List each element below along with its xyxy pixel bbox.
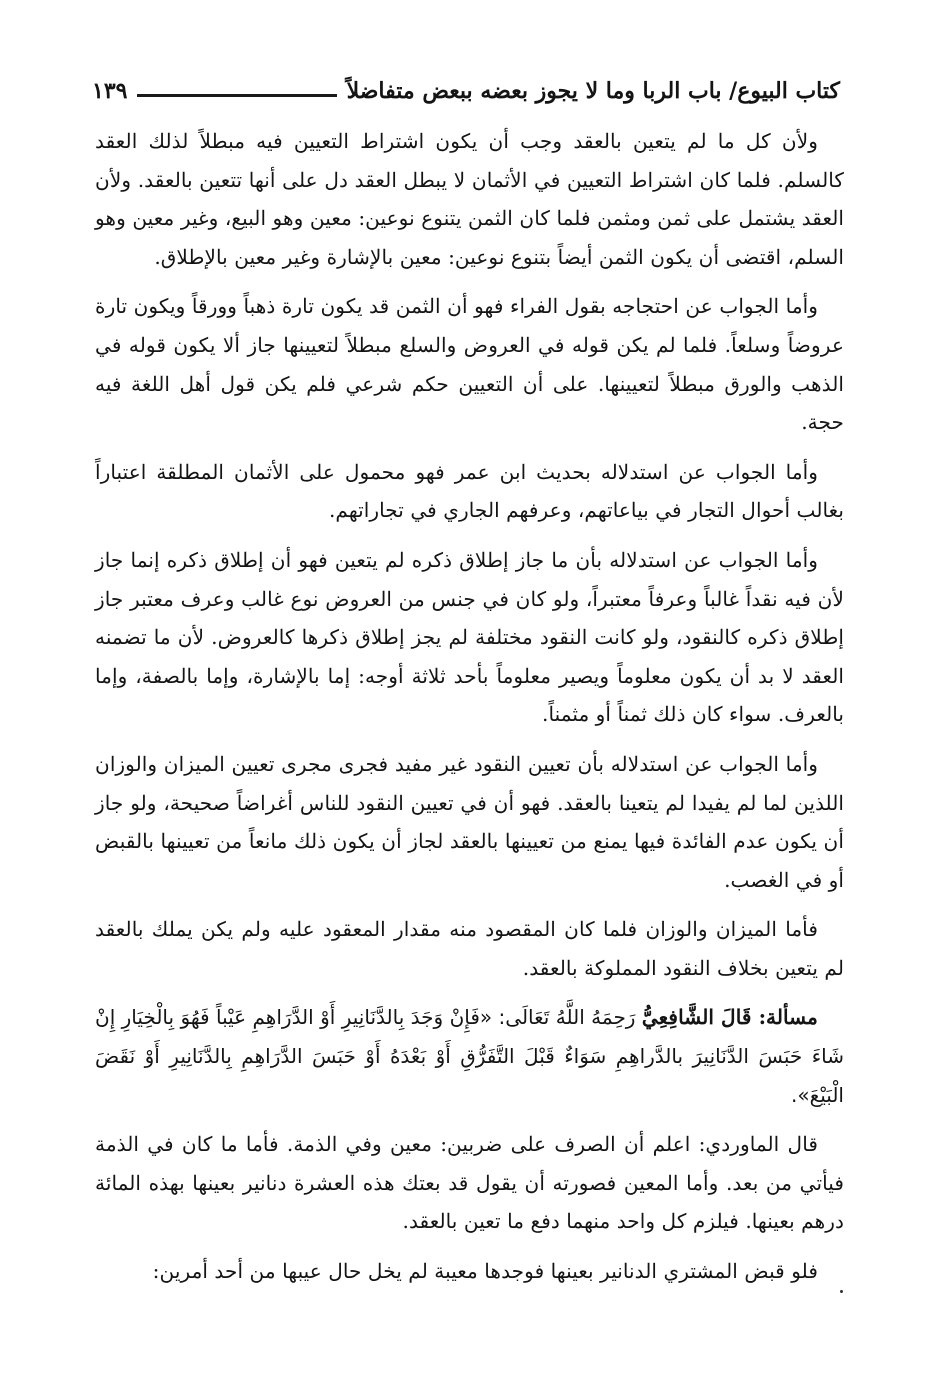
paragraph: وأما الجواب عن استدلاله بأن تعيين النقود غير مفيد فجرى مجرى تعيين الميزان والوزان اللذين لما لم يفيدا لم يتعينا بالعقد. فهو أن في تعيين النقود للناس أغراضاً صحيحة، ولو جاز أن يكون عدم الفائدة فيها يمنع من تعيينها بالعقد لجاز أن يكون ذلك مانعاً من تعيينها بالقبض أو في الغصب. xyxy=(95,751,844,892)
masala-label: مسألة: قَالَ الشَّافِعِيُّ xyxy=(641,1005,818,1030)
masala-paragraph xyxy=(95,998,844,1114)
margin-dot xyxy=(840,1290,843,1293)
page-number: ١٣٩ xyxy=(92,78,128,104)
running-header xyxy=(92,70,840,112)
paragraph: ولأن كل ما لم يتعين بالعقد وجب أن يكون اشتراط التعيين فيه مبطلاً لذلك العقد كالسلم. فلما كان اشتراط التعيين في الأثمان لا يبطل العقد دل على أنها تتعين بالعقد. ولأن العقد يشتمل على ثمن ومثمن فلما كان الثمن يتنوع نوعين: معين وهو البيع، وغير معين وهو السلم، اقتضى أن يكون الثمن أيضاً بتنوع نوعين: معين بالإشارة وغير معين بالإطلاق. xyxy=(95,129,844,269)
paragraph: وأما الجواب عن استدلاله بحديث ابن عمر فهو محمول على الأثمان المطلقة اعتباراً بغالب أحوال التجار في بياعاتهم، وعرفهم الجاري في تجاراتهم. xyxy=(95,459,844,523)
paragraph: وأما الجواب عن احتجاجه بقول الفراء فهو أن الثمن قد يكون تارة ذهباً وورقاً ويكون تارة عروضاً وسلعاً. فلما لم يكن قوله في العروض والسلع مبطلاً لتعيينها جاز ألا يكون قوله في الذهب والورق مبطلاً لتعيينها. على أن التعيين حكم شرعي فلم يكن قول أهل اللغة فيه حجة. xyxy=(95,294,844,435)
shafii-quote: رَحِمَهُ اللَّهُ تَعَالَى: «فَإِنْ وَجَدَ بِالدَّنَانِيرِ أَوْ الدَّرَاهِمِ عَيْباً فَهُوَ بِالْخِيَارِ إِنْ شَاءَ حَبَسَ الدَّنَانِيرَ بالدَّراهِمِ سَوَاءٌ قَبْلَ التَّفَرُّقِ أَوْ بَعْدَهُ أَوْ حَبَسَ الدَّرَاهِمِ بِالدَّنَانِيرِ أَوْ نَقَضَ الْبَيْعَ». xyxy=(95,1005,844,1107)
paragraph: وأما الجواب عن استدلاله بأن ما جاز إطلاق ذكره لم يتعين فهو أن إطلاق ذكره إنما جاز لأن فيه نقداً غالباً وعرفاً معتبراً، ولو كان في جنس من العروض نوع غالب وعرف معتبر جاز إطلاق ذكره كالنقود، ولو كانت النقود مختلفة لم يجز إطلاق ذكرها كالعروض. لأن ما تضمنه العقد لا بد أن يكون معلوماً ويصير معلوماً بأحد ثلاثة أوجه: إما بالإشارة، وإما بالصفة، وإما بالعرف. سواء كان ذلك ثمناً أو مثمناً. xyxy=(95,547,844,727)
header-rule xyxy=(137,94,336,97)
paragraph: قال الماوردي: اعلم أن الصرف على ضربين: معين وفي الذمة. فأما ما كان في الذمة فيأتي من بعد. وأما المعين فصورته أن يقول قد بعتك هذه العشرة دنانير بعينها بهذه المائة درهم بعينها. فيلزم كل واحد منهما دفع ما تعين بالعقد. xyxy=(95,1132,844,1234)
running-title: كتاب البيوع/ باب الربا وما لا يجوز بعضه ببعض متفاضلاً xyxy=(346,78,840,104)
paragraph: فلو قبض المشتري الدنانير بعينها فوجدها معيبة لم يخل حال عيبها من أحد أمرين: xyxy=(152,1259,818,1284)
body-text xyxy=(95,122,844,1302)
paragraph: فأما الميزان والوزان فلما كان المقصود منه مقدار المعقود عليه ولم يكن يملك بالعقد لم يتعين بخلاف النقود المملوكة بالعقد. xyxy=(95,917,844,980)
